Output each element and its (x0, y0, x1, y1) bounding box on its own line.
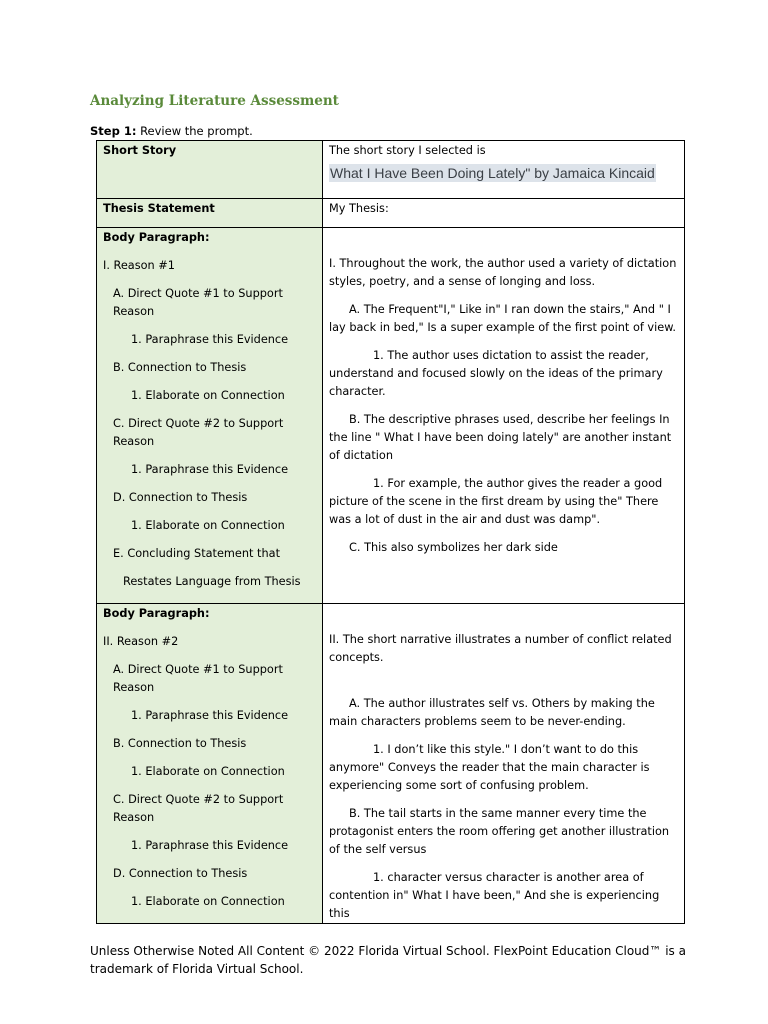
outline-item-a: A. Direct Quote #1 to Support Reason (113, 287, 283, 318)
outline-item-c1: 1. Paraphrase this Evidence (131, 839, 289, 852)
step-text: Review the prompt. (136, 124, 253, 138)
short-story-response-cell[interactable] (323, 141, 685, 199)
body-1-response-p6: C. This also symbolizes her dark side (349, 541, 558, 554)
thesis-text: My Thesis: (329, 202, 389, 215)
outline-item-b: B. Connection to Thesis (113, 361, 247, 374)
outline-item-d: D. Connection to Thesis (113, 867, 248, 880)
body-1-outline-cell (97, 228, 323, 604)
body-2-response-p2: A. The author illustrates self vs. Others by making the main characters problems seem to be never-ending. (329, 697, 655, 728)
body-1-response-p1: I. Throughout the work, the author used a variety of dictation styles, poetry, and a sense of longing and loss. (329, 257, 677, 288)
thesis-label-cell (97, 199, 323, 228)
page-title: Analyzing Literature Assessment (90, 93, 339, 109)
short-story-header: Short Story (103, 144, 177, 157)
table-row-short-story (97, 141, 685, 199)
body-2-response-p3: 1. I don’t like this style." I don’t want to do this anymore" Conveys the reader that the main character is experiencing some sort of confusing problem. (329, 743, 650, 792)
outline-item-e: E. Concluding Statement that (113, 547, 280, 560)
outline-reason: I. Reason #1 (103, 259, 175, 272)
body-1-response-cell[interactable] (323, 228, 685, 604)
body-2-outline-cell (97, 604, 323, 924)
thesis-header: Thesis Statement (103, 202, 215, 215)
outline-item-c1: 1. Paraphrase this Evidence (131, 463, 289, 476)
assessment-table (96, 140, 685, 924)
short-story-label-cell (97, 141, 323, 199)
table-row-thesis (97, 199, 685, 228)
outline-item-b: B. Connection to Thesis (113, 737, 247, 750)
short-story-intro: The short story I selected is (329, 144, 486, 157)
copyright-footer: Unless Otherwise Noted All Content © 2022 Florida Virtual School. FlexPoint Education Cloud™ is a trademark of Florida Virtual School. (90, 944, 686, 976)
body-2-response-p4: B. The tail starts in the same manner every time the protagonist enters the room offering get another illustration of the self versus (329, 807, 670, 856)
table-row-body-1 (97, 228, 685, 604)
body-2-response-cell[interactable] (323, 604, 685, 924)
body-1-response-p4: B. The descriptive phrases used, describe her feelings In the line " What I have been doing lately" are another instant of dictation (329, 413, 672, 462)
outline-item-a1: 1. Paraphrase this Evidence (131, 709, 289, 722)
outline-item-a: A. Direct Quote #1 to Support Reason (113, 663, 283, 694)
body-1-response-p2: A. The Frequent"I," Like in" I ran down the stairs," And " I lay back in bed," Is a super example of the first point of view. (329, 303, 676, 334)
thesis-response-cell[interactable] (323, 199, 685, 228)
body-1-response-p3: 1. The author uses dictation to assist the reader, understand and focused slowly on the ideas of the primary character. (329, 349, 663, 398)
outline-item-b1: 1. Elaborate on Connection (131, 389, 285, 402)
table-row-body-2 (97, 604, 685, 924)
outline-reason-2: II. Reason #2 (103, 635, 179, 648)
outline-item-d: D. Connection to Thesis (113, 491, 248, 504)
step-label: Step 1: (90, 124, 137, 138)
outline-item-a1: 1. Paraphrase this Evidence (131, 333, 289, 346)
outline-item-d1: 1. Elaborate on Connection (131, 895, 285, 908)
outline-item-b1: 1. Elaborate on Connection (131, 765, 285, 778)
step-instruction (90, 124, 253, 138)
outline-item-c: C. Direct Quote #2 to Support Reason (113, 417, 284, 448)
body-1-response-p5: 1. For example, the author gives the reader a good picture of the scene in the first dream by using the" There was a lot of dust in the air and dust was damp". (329, 477, 663, 526)
selected-story-title: What I Have Been Doing Lately" by Jamaica Kincaid (330, 165, 655, 181)
body-2-response-p5: 1. character versus character is another area of contention in" What I have been," And she is experiencing this (329, 871, 660, 920)
body-2-header: Body Paragraph: (103, 607, 210, 620)
body-1-header: Body Paragraph: (103, 231, 210, 244)
body-2-response-p1: II. The short narrative illustrates a number of conflict related concepts. (329, 633, 672, 664)
outline-item-d1: 1. Elaborate on Connection (131, 519, 285, 532)
outline-item-e2: Restates Language from Thesis (123, 575, 301, 588)
outline-item-c: C. Direct Quote #2 to Support Reason (113, 793, 284, 824)
